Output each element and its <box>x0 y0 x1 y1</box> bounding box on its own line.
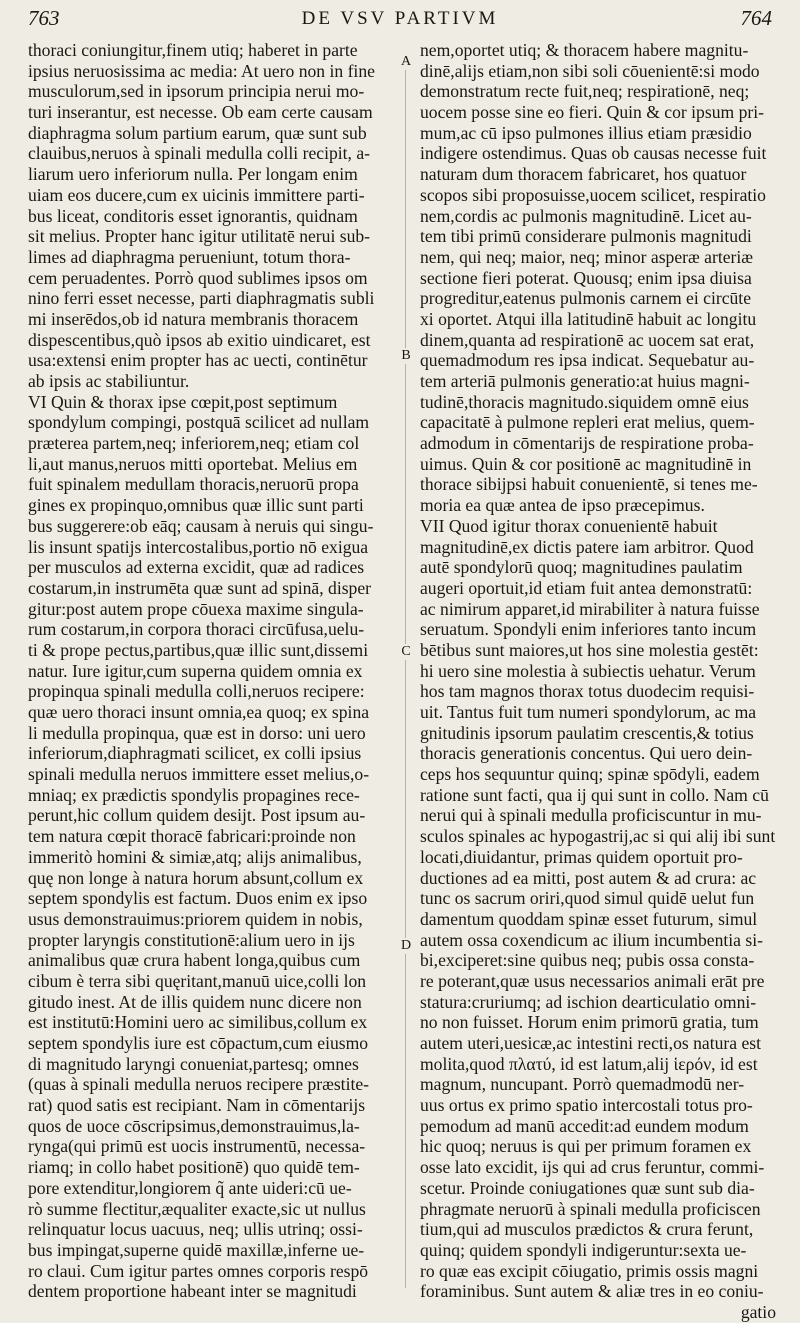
text-line: osse lato excidit, ijs qui ad crus feruntur, commi- <box>420 1157 765 1178</box>
text-line: ti & prope pectus,partibus,quæ illic sunt,dissemi <box>28 639 369 660</box>
text-line: uit. Tantus fuit tum numeri spondylorum, ac ma <box>420 702 757 722</box>
text-line: propter laryngis constitutionē:alium uero in ijs <box>28 929 355 950</box>
text-line: cibum è terra sibi quęritant,manuū uice,colli lon <box>28 970 367 991</box>
text-line: uiam eos ducere,cum ex uicinis immittere parti- <box>28 184 365 205</box>
margin-marker: A <box>398 54 414 70</box>
text-line: ab ipsis ac stabiliuntur. <box>28 371 190 391</box>
text-line: bus liceat, conditoris esset ignorantis, quidnam <box>28 205 358 226</box>
text-line: nino ferri esset necesse, parti diaphragmatis subli <box>28 288 375 309</box>
column-divider <box>405 58 406 1288</box>
text-line: fuit spinalem medullam thoracis,neruorū propa <box>28 474 359 495</box>
margin-marker: C <box>398 644 414 660</box>
text-line: perunt,hic collum quidem desijt. Post ipsum au- <box>28 805 366 826</box>
text-line: ipsius neruosissima ac media: At uero non in fine <box>28 60 375 81</box>
text-line: septem spondylis est factum. Duos enim ex ipso <box>28 888 368 909</box>
text-line: statura:cruriumq; ad ischion dearticulatio omni- <box>420 991 757 1012</box>
text-line: augeri oportuit,id etiam fuit antea demonstratū: <box>420 577 753 598</box>
text-line: diaphragma solum partium earum, quæ sunt sub <box>28 122 367 143</box>
text-line: foraminibus. Sunt autem & aliæ tres in eo coniu- <box>420 1281 764 1302</box>
right-page-number: 764 <box>740 6 772 30</box>
margin-marker: B <box>398 348 414 364</box>
text-line: xi oportet. Atqui illa latitudinē habuit ac longitu <box>420 308 757 329</box>
text-line: rat) quod satis est recipiant. Nam in cōmentarijs <box>28 1095 366 1116</box>
text-line: re poterant,quæ usus necessarios animali erāt pre <box>420 970 765 991</box>
text-line: sculos spinales ac hypogastrij,ac si qui alij ibi sunt <box>420 826 776 847</box>
column-gutter <box>392 40 420 1294</box>
text-line: li medulla propinqua, quæ est in dorso: uni uero <box>28 722 366 743</box>
text-line: ac nimirum apparet,id mirabiliter à natura fuisse <box>420 598 760 619</box>
page-header <box>0 6 800 36</box>
text-line: scetur. Proinde coniugationes quæ sunt sub dia- <box>420 1177 755 1198</box>
text-line: limes ad diaphragma perueniunt, totum thora- <box>28 246 351 267</box>
text-line: nem, qui neq; maior, neq; minor asperæ arteriæ <box>420 246 754 267</box>
text-line: gitur:post autem prope cōuexa maxime singula- <box>28 598 364 619</box>
text-line: quæ uero thoraci insunt omnia,ea quoq; ex spina <box>28 702 370 722</box>
text-line: usus demonstrauimus:priorem quidem in nobis, <box>28 908 363 929</box>
text-line: magnitudinē,ex dictis patere iam arbitror. Quod <box>420 536 754 557</box>
text-line: propinqua spinali medulla colli,neruos recipere: <box>28 681 365 702</box>
text-line: dispescentibus,quò ipsos ab exitio uindicaret, est <box>28 329 371 350</box>
text-line: no non fuisset. Horum enim primorū gratia, tum <box>420 1012 759 1033</box>
text-line: locati,diuidantur, primas quidem oportuit pro- <box>420 846 743 867</box>
text-line: musculorum,sed in ipsorum principia nerui mo- <box>28 81 365 102</box>
text-line: gnitudinis ipsorum paulatim crescentis,& totius <box>420 722 754 743</box>
text-line: rum costarum,in corpora thoraci circūfusa,uelu- <box>28 619 365 640</box>
text-line: li,aut manus,neruos mitti oportebat. Melius em <box>28 453 358 474</box>
text-line: rynga(qui primū est uocis instrumentū, necessa- <box>28 1136 366 1157</box>
text-line: est institutū:Homini uero ac similibus,collum ex <box>28 1012 368 1033</box>
margin-marker: D <box>398 938 414 954</box>
text-line: thoracis generationis concentus. Qui uero dein- <box>420 743 753 764</box>
text-line: bētibus sunt maiores,ut hos sine molestia gestēt: <box>420 639 759 660</box>
left-page-number: 763 <box>28 6 60 30</box>
text-line: tudinē,thoracis magnitudo.siquidem omnē eius <box>420 391 749 412</box>
text-line: animalibus quæ crura habent longa,quibus cum <box>28 950 361 971</box>
text-line: quemadmodum res ipsa indicat. Sequebatur au- <box>420 350 755 371</box>
text-line: nem,cordis ac pulmonis magnitudinē. Licet au- <box>420 205 752 226</box>
text-line: spondylum compingi, postquā scilicet ad nullam <box>28 412 370 433</box>
text-line: VI Quin & thorax ipse cœpit,post septimum <box>28 391 338 412</box>
text-line: demonstratum recte fuit,neq; respirationē, neq; <box>420 81 750 102</box>
text-line: septem spondylis iure est cōpactum,cum eiusmo <box>28 1033 369 1053</box>
text-line: gines ex propinquo,omnibus quæ illic sunt parti <box>28 495 364 516</box>
text-line: uocem posse sine eo fieri. Quin & cor ipsum pri- <box>420 102 764 123</box>
text-line: dinem,quanta ad respirationē ac uocem sat erat, <box>420 329 755 350</box>
text-line: ductiones ad ea mitti, post autem & ad crura: ac <box>420 867 757 888</box>
text-line: scopos sibi proposuisse,uocem scilicet, respiratio <box>420 184 766 205</box>
text-line: riamq; in collo habet positionē) quo quidē tem- <box>28 1157 360 1178</box>
text-line: natur. Iure igitur,cum superna quidem omnia ex <box>28 660 363 681</box>
text-line: magnum, nuncupant. Porrò quemadmodū ner- <box>420 1074 745 1095</box>
text-line: mniaq; ex prædictis spondylis propagines rece- <box>28 784 360 805</box>
text-line: costarum,in instrumēta quæ sunt ad spinā, disper <box>28 577 372 598</box>
text-line: nem,oportet utiq; & thoracem habere magnitu- <box>420 40 749 60</box>
text-line: spinali medulla neruos immittere esset melius,o- <box>28 764 370 785</box>
text-line: sectione fieri poterat. Quousq; enim ipsa diuisa <box>420 267 752 288</box>
running-title: DE VSV PARTIVM <box>301 8 499 29</box>
text-line: pemodum ad manū accedit:ad eundem modum <box>420 1115 749 1136</box>
text-line: tunc os sacrum oriri,quod simul quidē uelut fun <box>420 888 755 909</box>
text-line: ro claui. Cum igitur partes omnes corporis respō <box>28 1260 369 1281</box>
text-line: cem peruadentes. Porrò quod sublimes ipsos om <box>28 267 368 288</box>
text-line: dinē,alijs etiam,non sibi soli cōuenientē:si modo <box>420 60 760 81</box>
text-line: phragmate neruorū à spinali medulla proficiscen <box>420 1198 761 1219</box>
text-line: hic quoq; neruus is qui per primum foramen ex <box>420 1136 752 1157</box>
text-line: sit melius. Propter hanc igitur utilitatē nerui sub- <box>28 226 371 247</box>
text-line: tem arteriā pulmonis generatio:at huius magni- <box>420 371 750 391</box>
text-line: di magnitudo laryngi conueniat,partesq; omnes <box>28 1053 359 1074</box>
text-line: bi,exciperet:sine quibus neq; pubis ossa consta- <box>420 950 755 971</box>
text-line: præterea partem,neq; inferiorem,neq; etiam col <box>28 433 360 454</box>
text-line: indigere ostendimus. Quas ob causas necesse fuit <box>420 143 767 164</box>
text-line: relinquatur locus uacuus, neq; ullis utrinq; ossi- <box>28 1219 363 1240</box>
text-line: gitudo inest. At de illis quidem nunc dicere non <box>28 991 362 1012</box>
text-line: quos de uoce cōscripsimus,demonstrauimus,la- <box>28 1115 360 1136</box>
text-line: damentum quoddam spinæ esset futurum, simul <box>420 908 758 929</box>
text-line: turi inserantur, est necesse. Ob eam certe causam <box>28 102 373 123</box>
text-line: rò summe flectitur,æqualiter exacte,sic ut nullus <box>28 1198 366 1219</box>
text-line: per musculos ad externa excidit, quæ ad radices <box>28 557 365 578</box>
text-line: (quas à spinali medulla neruos recipere præstite- <box>28 1074 370 1095</box>
text-line: usa:extensi enim propter has ac uecti, continētur <box>28 350 368 371</box>
text-line: thorace sibijpsi habuit conuenientē, si tenes me- <box>420 474 758 495</box>
text-line: gatio <box>740 1301 776 1322</box>
text-line: ro quæ eas excipit cōiugatio, primis ossis magni <box>420 1260 759 1281</box>
text-line: nerui qui à spinali medulla proficiscuntur in mu- <box>420 805 762 826</box>
text-line: tem natura cœpit thoracē fabricari:proinde non <box>28 826 356 847</box>
text-line: autē spondylorū quoq; magnitudines paulatim <box>420 557 743 578</box>
text-line: mi inserēdos,ob id natura membranis thoracem <box>28 308 359 329</box>
text-line: thoraci coniungitur,finem utiq; haberet in parte <box>28 40 358 60</box>
text-line: autem uteri,uesicæ,ac intestini recti,os natura est <box>420 1033 762 1053</box>
text-line: ceps hos sequuntur quinq; spinæ spōdyli, eadem <box>420 764 760 785</box>
text-line: hi uero sine molestia à subiectis uehatur. Verum <box>420 660 756 681</box>
text-line: quinq; quidem spondyli indigeruntur:sexta ue- <box>420 1239 747 1260</box>
right-text-column <box>420 40 776 1322</box>
text-line: tium,qui ad musculos prædictos & crura ferunt, <box>420 1219 754 1240</box>
text-line: capacitatē à pulmone repleri erat melius, quem- <box>420 412 755 433</box>
text-line: pore extenditur,longiorem q̃ ante uideri:cū ue- <box>28 1177 352 1198</box>
text-line: inferiorum,diaphragmati scilicet, ex colli ipsius <box>28 743 362 764</box>
text-line: lis insunt spatijs intercostalibus,portio nō exigua <box>28 536 369 557</box>
left-text-column <box>28 40 392 1302</box>
text-line: seruatum. Spondyli enim inferiores tanto incum <box>420 619 757 640</box>
text-line: moria ea quæ antea de ipso præcepimus. <box>420 495 705 516</box>
text-line: ratione sunt facti, qua ij qui sunt in collo. Nam cū <box>420 784 769 805</box>
text-line: admodum in cōmentarijs de respiratione proba- <box>420 433 754 454</box>
text-line: autem ossa coxendicum ac ilium incumbentia si- <box>420 929 763 950</box>
text-line: uimus. Quin & cor positionē ac magnitudinē in <box>420 453 752 474</box>
text-line: uus ortus ex primo spatio intercostali totus pro- <box>420 1095 753 1116</box>
text-line: tem tibi primū considerare pulmonis magnitudi <box>420 226 752 247</box>
text-line: clauibus,neruos à spinali medulla colli recipit, a- <box>28 143 370 164</box>
text-line: bus suggerere:ob eāq; causam à neruis qui singu- <box>28 515 374 536</box>
text-line: dentem proportione habeant inter se magnitudi <box>28 1281 357 1302</box>
text-line: quę non longe à natura horum absunt,collum ex <box>28 867 364 888</box>
text-line: molita,quod πλατύ, id est latum,alij ἱερόν, id est <box>420 1053 758 1074</box>
text-line: VII Quod igitur thorax conuenientē habuit <box>420 515 718 536</box>
text-line: bus impingat,superne quidē maxillæ,inferne ue- <box>28 1239 365 1260</box>
text-line: progreditur,eatenus pulmonis carnem ei circūte <box>420 288 752 309</box>
text-line: mum,ac cū ipso pulmones illius etiam præsidio <box>420 122 752 143</box>
text-line: naturam dum thoracem fabricaret, hos quatuor <box>420 164 747 185</box>
text-line: hos tam magnos thorax totus duodecim requisi- <box>420 681 755 702</box>
text-line: immeritò homini & simiæ,atq; alijs animalibus, <box>28 846 362 867</box>
text-line: liarum uero inferiorum nulla. Per longam enim <box>28 164 358 185</box>
